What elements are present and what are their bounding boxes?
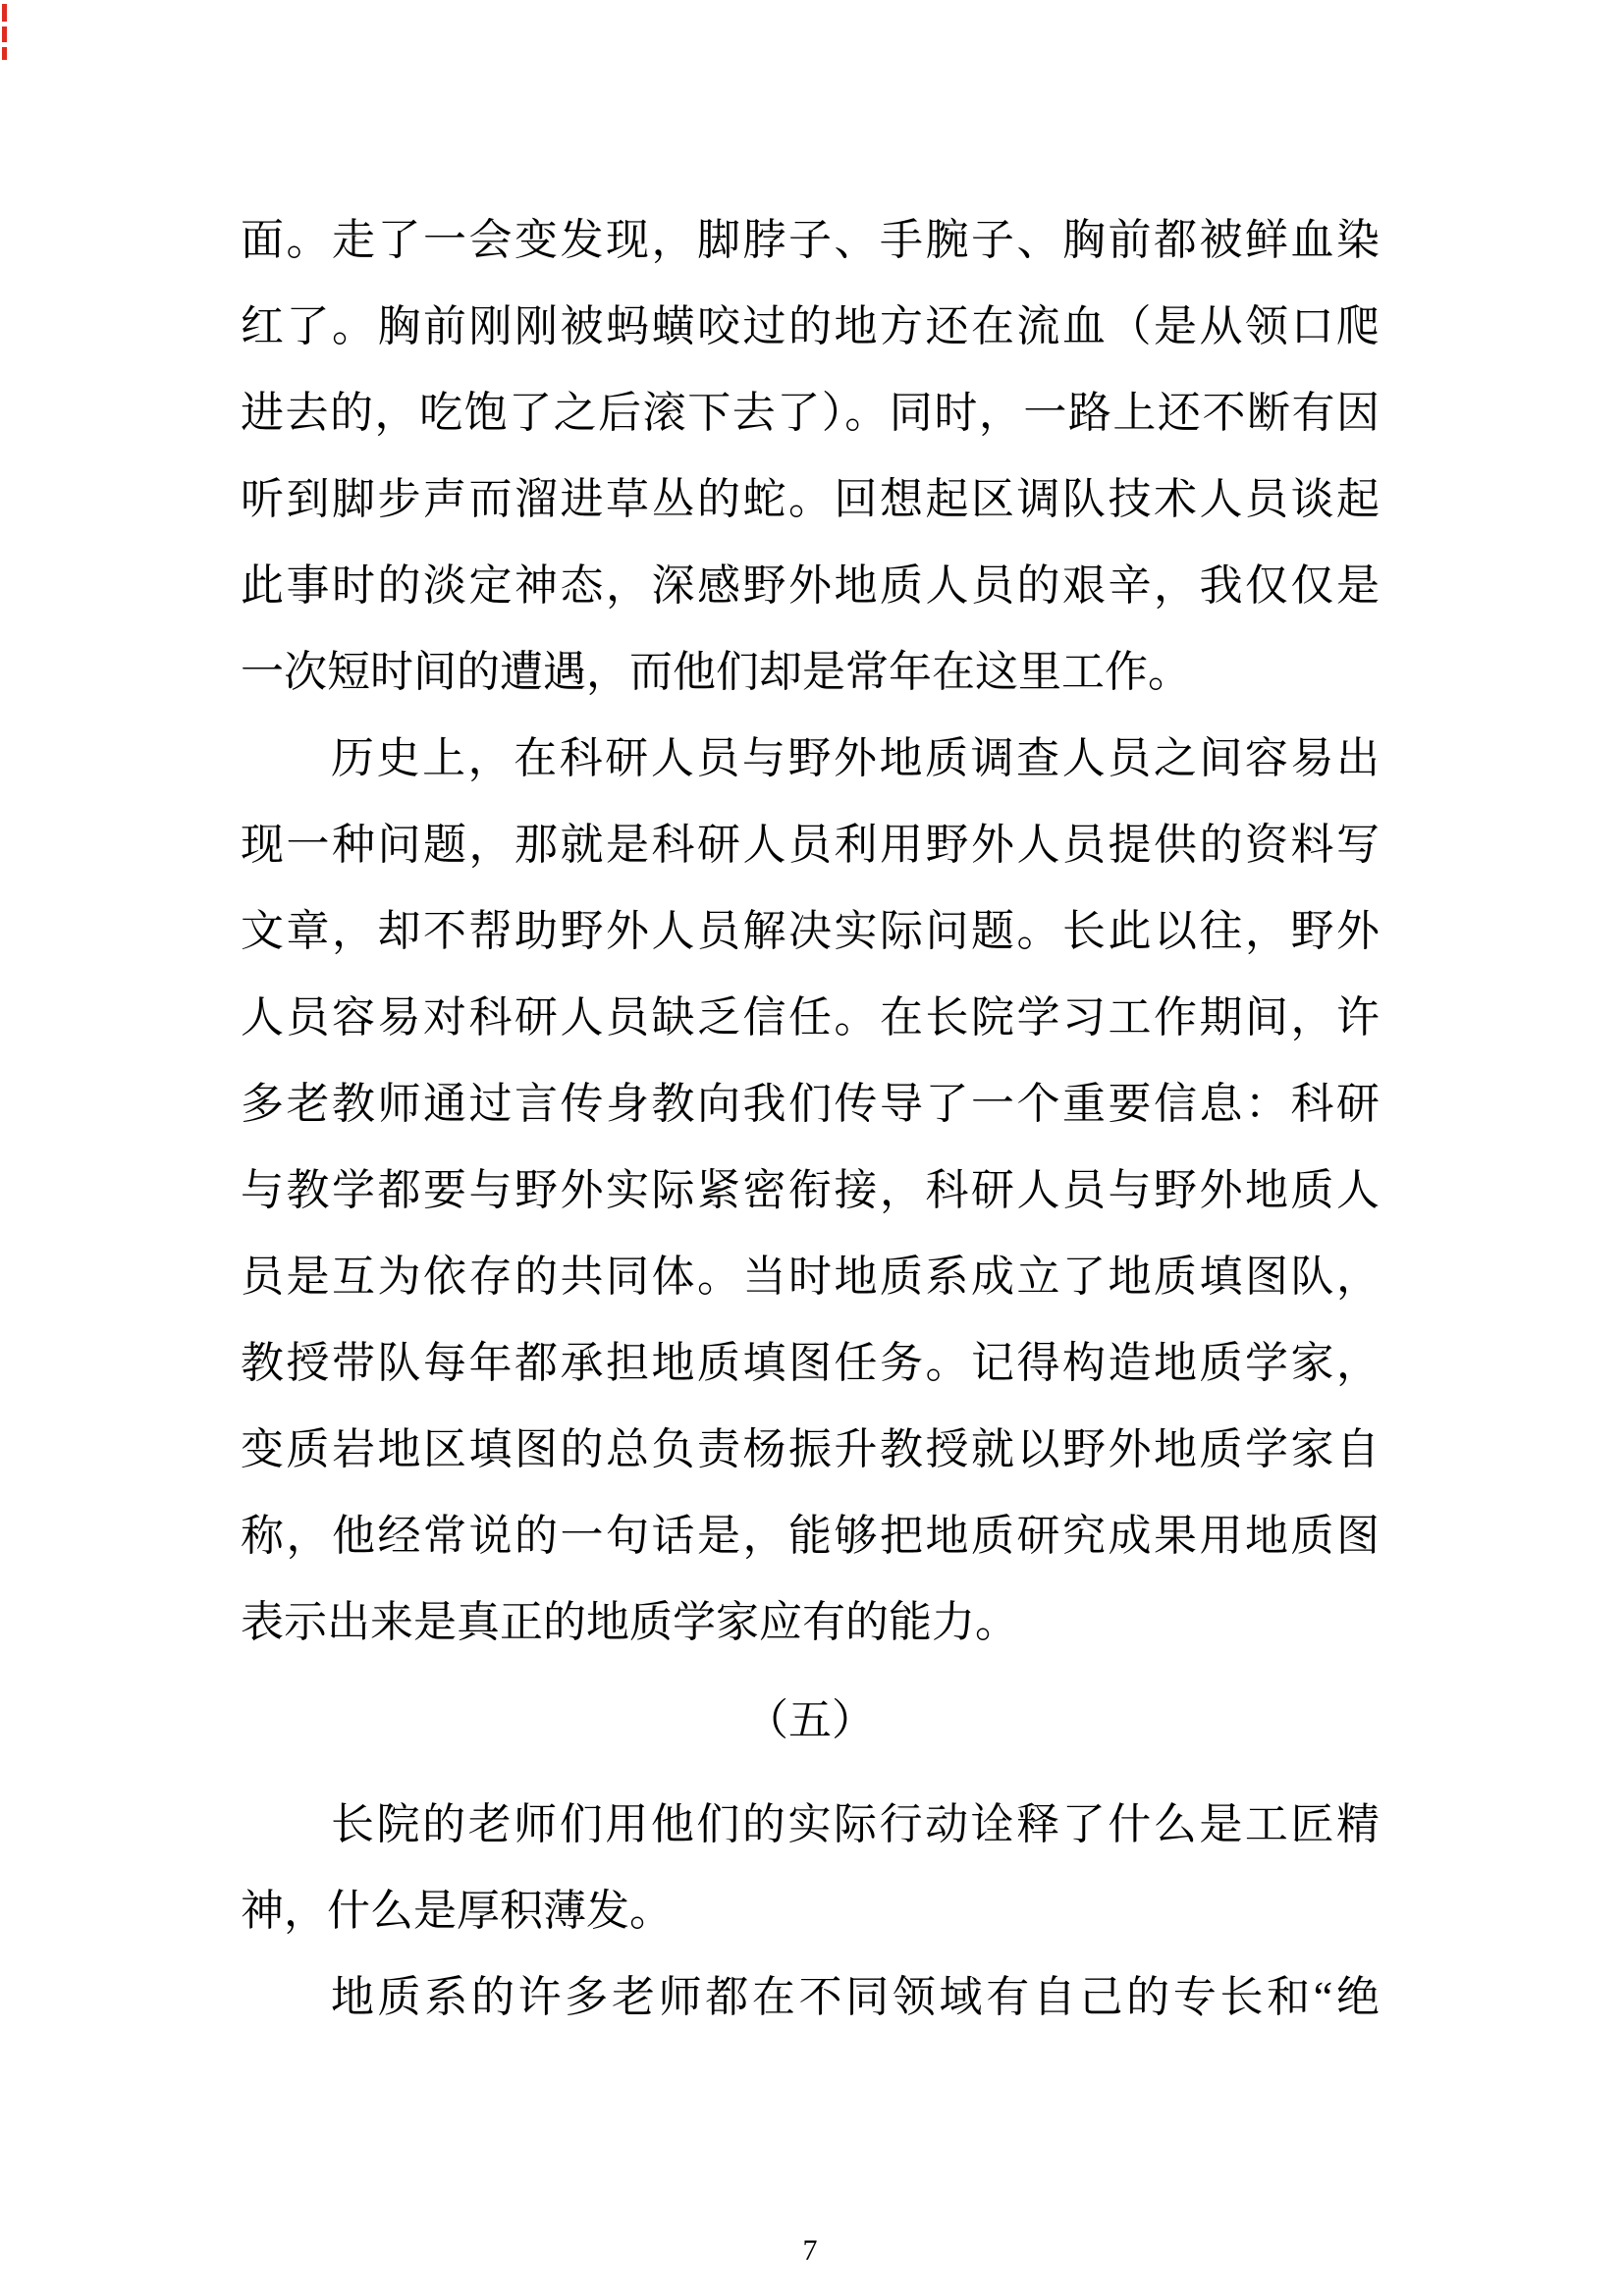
text-line: 听到脚步声而溜进草丛的蛇。回想起区调队技术人员谈起 — [241, 475, 1380, 523]
text-line: 人员容易对科研人员缺乏信任。在长院学习工作期间，许 — [241, 993, 1380, 1041]
text-line: 现一种问题，那就是科研人员利用野外人员提供的资料写 — [241, 821, 1380, 869]
text-line: 长院的老师们用他们的实际行动诠释了什么是工匠精 — [331, 1800, 1380, 1848]
page-number: 7 — [802, 2234, 818, 2267]
text-line: 地质系的许多老师都在不同领域有自己的专长和“绝 — [331, 1973, 1380, 2021]
text-line: 多老教师通过言传身教向我们传导了一个重要信息：科研 — [241, 1080, 1380, 1128]
paragraph-4 — [241, 1954, 1380, 2041]
paragraph-2 — [241, 716, 1380, 1666]
text-line: 进去的，吃饱了之后滚下去了）。同时，一路上还不断有因 — [241, 389, 1380, 437]
text-line: 员是互为依存的共同体。当时地质系成立了地质填图队， — [241, 1253, 1380, 1301]
paragraph-1 — [241, 197, 1380, 716]
red-dash-icon — [2, 4, 7, 22]
text-line: 此事时的淡定神态，深感野外地质人员的艰辛，我仅仅是 — [241, 561, 1380, 610]
section-heading: （五） — [745, 1696, 875, 1744]
text-line: 神，什么是厚积薄发。 — [241, 1887, 673, 1935]
text-line: 教授带队每年都承担地质填图任务。记得构造地质学家， — [241, 1339, 1380, 1387]
red-dash-icon — [2, 27, 7, 42]
text-line: 面。走了一会变发现，脚脖子、手腕子、胸前都被鲜血染 — [241, 216, 1380, 264]
text-line: 一次短时间的遭遇，而他们却是常年在这里工作。 — [241, 648, 1191, 696]
text-line: 称，他经常说的一句话是，能够把地质研究成果用地质图 — [241, 1512, 1380, 1560]
text-line: 变质岩地区填图的总负责杨振升教授就以野外地质学家自 — [241, 1425, 1380, 1473]
red-dash-icon — [2, 47, 7, 60]
text-line: 与教学都要与野外实际紧密衔接，科研人员与野外地质人 — [241, 1166, 1380, 1214]
text-line: 历史上，在科研人员与野外地质调查人员之间容易出 — [331, 734, 1380, 782]
text-line: 红了。胸前刚刚被蚂蟥咬过的地方还在流血（是从领口爬 — [241, 302, 1380, 350]
text-block — [241, 197, 1380, 2041]
text-line: 文章，却不帮助野外人员解决实际问题。长此以往，野外 — [241, 907, 1380, 955]
paragraph-3 — [241, 1782, 1380, 1954]
text-line: 表示出来是真正的地质学家应有的能力。 — [241, 1598, 1018, 1646]
